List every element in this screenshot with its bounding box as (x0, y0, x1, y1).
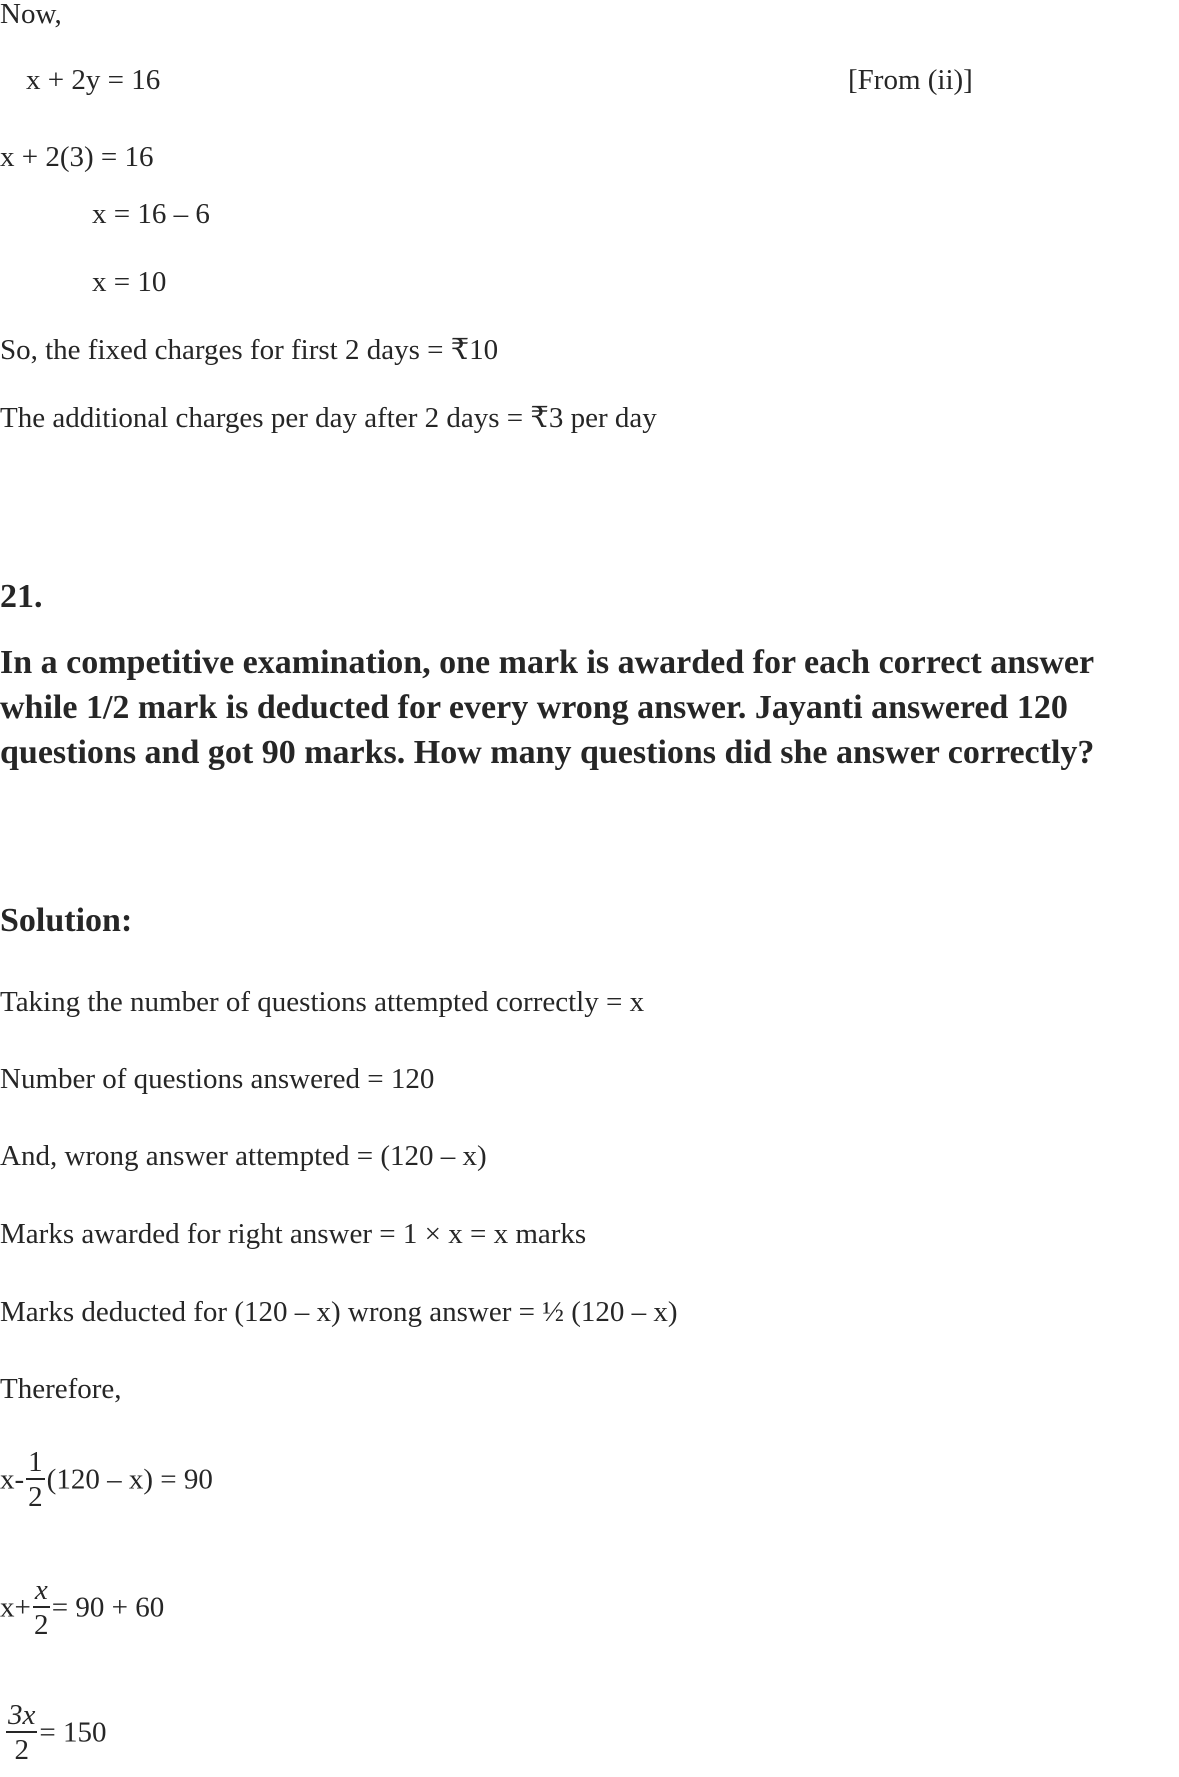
equation-line: x + 2y = 16 (26, 64, 161, 96)
conclusion-text: The additional charges per day after 2 days = ₹3 per day (0, 402, 657, 434)
fraction-denominator: 2 (14, 1734, 29, 1767)
now-label: Now, (0, 0, 62, 30)
fraction-equation (4, 1700, 106, 1766)
solution-line: And, wrong answer attempted = (120 – x) (0, 1140, 487, 1172)
solution-line: Marks deducted for (120 – x) wrong answer = ½ (120 – x) (0, 1296, 678, 1328)
conclusion-text: So, the fixed charges for first 2 days = ₹10 (0, 334, 499, 366)
fraction-numerator: 1 (26, 1447, 45, 1480)
equation-prefix: x+ (0, 1591, 31, 1624)
equation-suffix: (120 – x) = 90 (46, 1463, 213, 1496)
solution-line: Taking the number of questions attempted correctly = x (0, 986, 645, 1018)
fraction-numerator: 3x (6, 1700, 37, 1733)
equation-suffix: = 90 + 60 (51, 1591, 165, 1624)
fraction-denominator: 2 (34, 1609, 49, 1642)
fraction (26, 1447, 45, 1513)
question-text: In a competitive examination, one mark is awarded for each correct answer while 1/2 mark is deducted for every wrong answer. Jayanti answered 120 questions and got 90 marks. How many questions did she answer correctly? (0, 644, 1095, 771)
equation-reference: [From (ii)] (848, 64, 973, 96)
solution-line: Number of questions answered = 120 (0, 1063, 435, 1095)
equation-line: x = 10 (92, 266, 167, 298)
question-number: 21. (0, 578, 43, 615)
fraction-equation (0, 1575, 164, 1641)
equation-line: x = 16 – 6 (92, 198, 210, 230)
fraction (33, 1575, 50, 1641)
solution-line: Therefore, (0, 1373, 122, 1405)
solution-heading: Solution: (0, 902, 133, 939)
fraction-equation (0, 1447, 213, 1513)
fraction-numerator: x (33, 1575, 50, 1608)
fraction (6, 1700, 37, 1766)
equation-suffix: = 150 (39, 1716, 107, 1749)
equation-prefix: x- (0, 1463, 25, 1496)
fraction-denominator: 2 (28, 1481, 43, 1514)
solution-line: Marks awarded for right answer = 1 × x = x marks (0, 1218, 587, 1250)
equation-line: x + 2(3) = 16 (0, 141, 154, 173)
